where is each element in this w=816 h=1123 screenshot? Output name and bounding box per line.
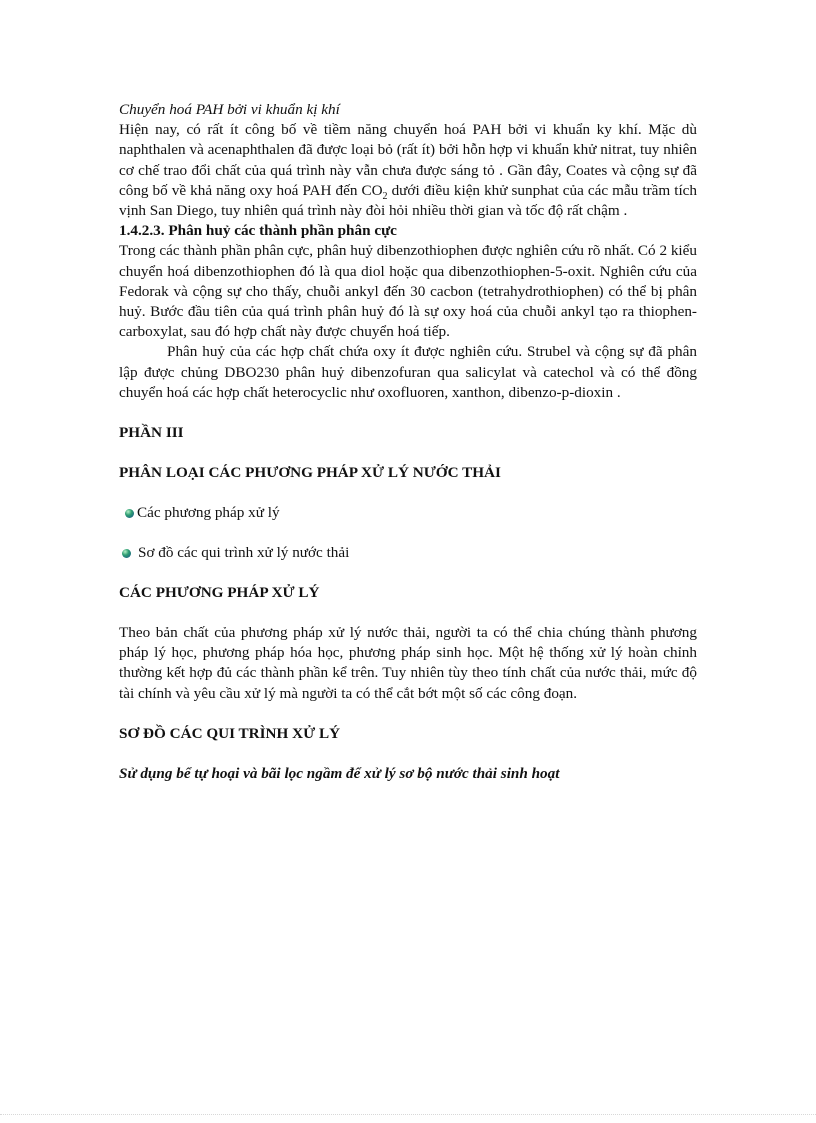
schemes-heading: SƠ ĐỒ CÁC QUI TRÌNH XỬ LÝ: [119, 724, 341, 742]
co2-subscript: 2: [382, 190, 388, 202]
page-bottom-divider: [0, 1114, 816, 1115]
part-title: PHÂN LOẠI CÁC PHƯƠNG PHÁP XỬ LÝ NƯỚC THẢI: [119, 464, 501, 482]
part-label: PHẦN III: [119, 424, 184, 442]
paragraph-dibenzothiophen: Trong các thành phần phân cực, phân huỷ dibenzothiophen được nghiên cứu rõ nhất. Có 2 kiểu chuyển hoá dibenzothiophen đó là qua diol hoặc qua dibenzothiophen-5-oxit. Nghiên cứu của Fedorak và cộng sự cho thấy, chuỗi ankyl đến 30 cacbon (tetrahydrothiophen) có thể bị phân huỷ. Bước đầu tiên của quá trình phân huỷ đó là sự oxy hoá của chuỗi ankyl tạo ra thiophen-carboxylat, sau đó hợp chất này được chuyển hoá tiếp.: [119, 242, 697, 341]
schemes-subheading: Sử dụng bể tự hoại và bãi lọc ngầm để xử lý sơ bộ nước thải sinh hoạt: [119, 764, 560, 782]
methods-heading: CÁC PHƯƠNG PHÁP XỬ LÝ: [119, 584, 320, 602]
paragraph-oxygen-compounds: Phân huỷ của các hợp chất chứa oxy ít được nghiên cứu. Strubel và cộng sự đã phân lập được chủng DBO230 phân huỷ dibenzofuran qua salicylat và catechol và có thể đồng chuyển hoá các hợp chất heterocyclic như oxofluoren, xanthon, dibenzo-p-dioxin .: [119, 343, 697, 401]
bullet-item-schemes: [122, 543, 697, 563]
bullet-icon: [122, 549, 131, 558]
bullet-label: Sơ đồ các qui trình xử lý nước thải: [138, 544, 350, 562]
document-page: [119, 100, 697, 784]
bullet-icon: [125, 509, 134, 518]
section-title-anaerobic: Chuyển hoá PAH bởi vi khuẩn kị khí: [119, 101, 340, 118]
bullet-label: Các phương pháp xử lý: [137, 504, 280, 522]
bullet-item-methods: [125, 503, 697, 523]
heading-polar-components: 1.4.2.3. Phân huỷ các thành phần phân cực: [119, 222, 397, 240]
methods-paragraph: Theo bản chất của phương pháp xử lý nước thải, người ta có thể chia chúng thành phương pháp lý học, phương pháp hóa học, phương pháp sinh học. Một hệ thống xử lý hoàn chỉnh thường kết hợp đủ các thành phần kể trên. Tuy nhiên tùy theo tính chất của nước thải, mức độ tài chính và yêu cầu xử lý mà người ta có thể cắt bớt một số các công đoạn.: [119, 624, 697, 702]
paragraph-anaerobic-part-b: dưới điều kiện khử sunphat của các mẫu trầm tích vịnh San Diego, tuy nhiên quá trình này đòi hỏi nhiều thời gian và tốc độ rất chậm .: [119, 181, 697, 220]
paragraph-anaerobic: [119, 120, 697, 221]
paragraph-anaerobic-part-a: Hiện nay, có rất ít công bố về tiềm năng chuyển hoá PAH bởi vi khuẩn ky khí. Mặc dù naphthalen và acenaphthalen đã được loại bỏ (rất ít) bởi hỗn hợp vi khuẩn khử nitrat, tuy nhiên cơ chế trao đổi chất của quá trình này vẫn chưa được sáng tỏ . Gần đây, Coates và cộng sự đã công bố về khả năng oxy hoá PAH đến CO: [119, 121, 697, 199]
